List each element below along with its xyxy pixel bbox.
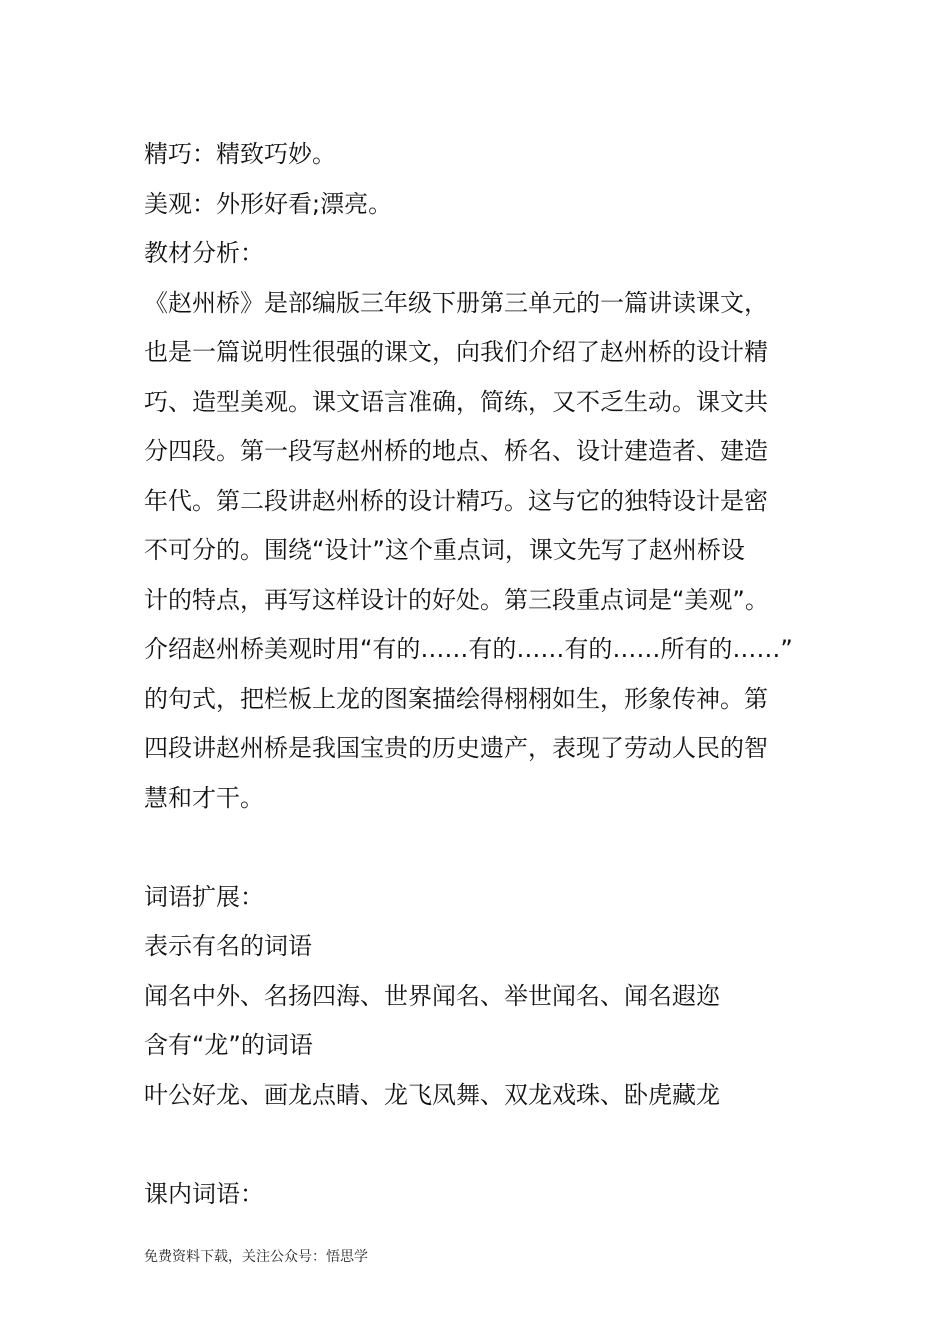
analysis-line: 不可分的。围绕“设计”这个重点词，课文先写了赵州桥设 [144, 536, 745, 564]
analysis-line: 的句式，把栏板上龙的图案描绘得栩栩如生，形象传神。第 [144, 684, 768, 713]
definition-jingqiao: 精巧：精致巧妙。 [144, 140, 336, 168]
lesson-words-heading: 课内词语： [144, 1179, 264, 1208]
analysis-line: 年代。第二段讲赵州桥的设计精巧。这与它的独特设计是密 [144, 486, 768, 515]
analysis-line: 《赵州桥》是部编版三年级下册第三单元的一篇讲读课文， [144, 288, 768, 317]
analysis-line: 四段讲赵州桥是我国宝贵的历史遗产，表现了劳动人民的智 [144, 734, 768, 762]
analysis-line: 也是一篇说明性很强的课文，向我们介绍了赵州桥的设计精 [144, 338, 768, 366]
analysis-line: 分四段。第一段写赵州桥的地点、桥名、设计建造者、建造 [144, 437, 768, 465]
spacer [144, 823, 834, 873]
spacer [144, 1120, 834, 1170]
definition-meiguan: 美观：外形好看;漂亮。 [144, 189, 393, 218]
analysis-line: 计的特点，再写这样设计的好处。第三段重点词是“美观”。 [144, 585, 769, 614]
famous-words-list: 闻名中外、名扬四海、世界闻名、举世闻名、闻名遐迩 [144, 981, 720, 1010]
document-body [144, 130, 834, 1219]
analysis-line: 慧和才干。 [144, 783, 264, 812]
footer-note: 免费资料下载，关注公众号：悟思学 [144, 1249, 368, 1265]
dragon-words-list: 叶公好龙、画龙点睛、龙飞凤舞、双龙戏珠、卧虎藏龙 [144, 1080, 720, 1109]
analysis-line: 巧、造型美观。课文语言准确，简练，又不乏生动。课文共 [144, 387, 768, 416]
dragon-words-label: 含有“龙”的词语 [144, 1031, 313, 1059]
famous-words-label: 表示有名的词语 [144, 932, 312, 960]
analysis-line: 介绍赵州桥美观时用“有的……有的……有的……所有的……” [144, 635, 793, 663]
analysis-paragraph [144, 279, 834, 824]
analysis-heading: 教材分析： [144, 239, 264, 267]
vocab-expansion-heading: 词语扩展： [144, 882, 264, 911]
